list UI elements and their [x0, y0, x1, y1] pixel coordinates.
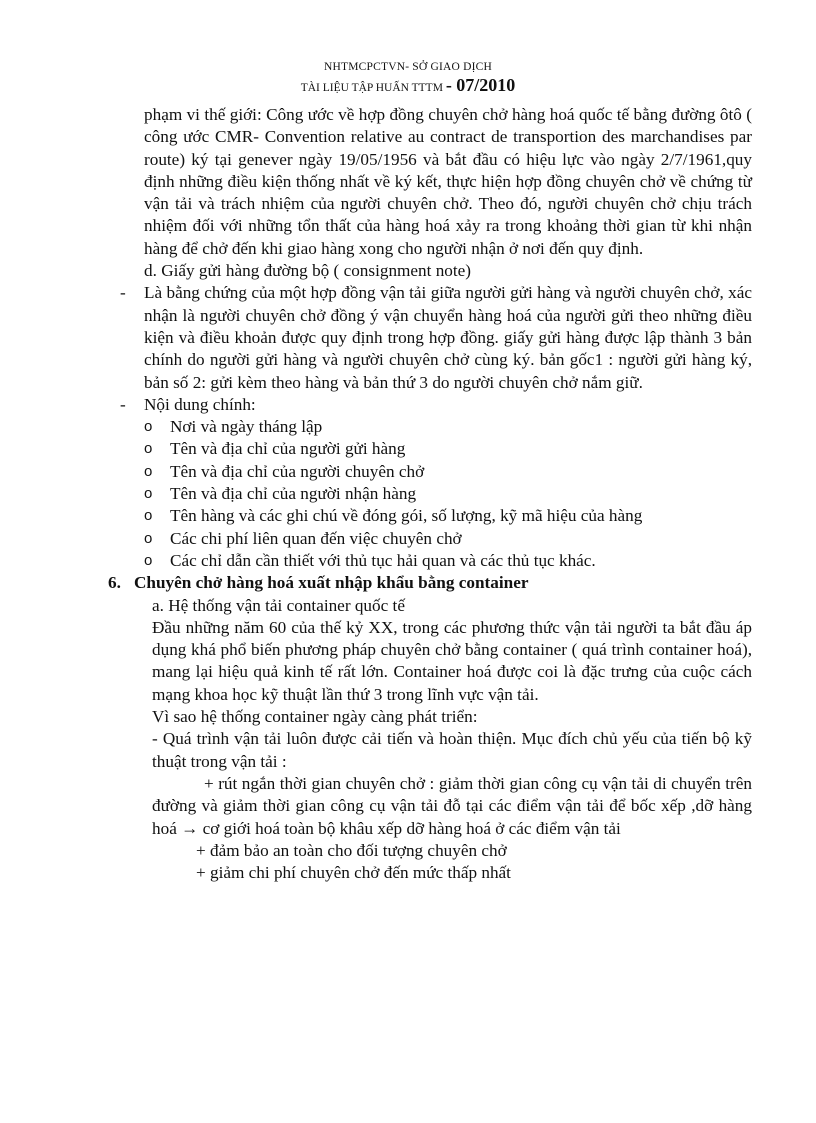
list-item: o Tên và địa chỉ của người nhận hàng: [108, 483, 752, 505]
content-heading: Nội dung chính:: [144, 394, 256, 414]
header-title-line: [0, 74, 816, 97]
document-body: [108, 104, 752, 884]
dash-paragraph: - Quá trình vận tải luôn được cải tiến và hoàn thiện. Mục đích chủ yếu của tiến bộ kỹ thuật trong vận tải :: [152, 729, 752, 771]
dash-bullet: -: [120, 283, 126, 303]
content-list: [108, 416, 752, 572]
subsection-d-heading: d. Giấy gửi hàng đường bộ ( consignment note): [144, 261, 472, 281]
header-organization: NHTMCPCTVN- SỞ GIAO DỊCH: [323, 61, 493, 73]
circle-bullet-icon: o: [144, 529, 153, 547]
plus-item-2: + đảm bảo an toàn cho đối tượng chuyên chở: [196, 840, 507, 860]
circle-bullet-icon: o: [144, 485, 153, 503]
circle-bullet-icon: o: [144, 551, 153, 569]
circle-bullet-icon: o: [144, 507, 153, 525]
section-6-heading: [108, 572, 752, 594]
subsection-a-heading: a. Hệ thống vận tải container quốc tế: [152, 595, 405, 615]
header-date: - 07/2010: [445, 75, 516, 96]
circle-bullet-icon: o: [144, 462, 153, 480]
list-item: o Nơi và ngày tháng lập: [108, 416, 752, 438]
content-heading-item: [108, 394, 752, 416]
circle-bullet-icon: o: [144, 418, 153, 436]
list-item: o Các chi phí liên quan đến việc chuyên chở: [108, 528, 752, 550]
definition-text: Là bằng chứng của một hợp đồng vận tải giữa người gửi hàng và người chuyên chở, xác nhận là người chuyên chở đồng ý vận chuyển hàng hoá của người gửi theo những điều kiện và điều khoản được quy định trong hợp đồng. giấy gửi hàng được lập thành 3 bản chính do người gửi hàng và người chuyên chở cùng ký. bản gốc1 : người gửi hàng ký, bản số 2: gửi kèm theo hàng và bản thứ 3 do người chuyên chở nắm giữ.: [144, 283, 752, 392]
list-item: o Tên và địa chỉ của người gửi hàng: [108, 438, 752, 460]
list-item: o Tên hàng và các ghi chú về đóng gói, số lượng, kỹ mã hiệu của hàng: [108, 505, 752, 527]
dash-bullet: -: [120, 394, 126, 414]
circle-bullet-icon: o: [144, 440, 153, 458]
container-paragraph: Đầu những năm 60 của thế kỷ XX, trong các phương thức vận tải người ta bắt đầu áp dụng khá phổ biến phương pháp chuyên chở bằng container ( quá trình container hoá), mang lại hiệu quả kinh tế rất lớn. Container hoá được coi là đặc trưng của cuộc cách mạng khoa học kỹ thuật lần thứ 3 trong lĩnh vực vận tải.: [152, 617, 752, 704]
page-header: [0, 60, 816, 97]
question-line: Vì sao hệ thống container ngày càng phát triển:: [152, 707, 478, 727]
intro-paragraph: phạm vi thế giới: Công ước về hợp đồng chuyên chở hàng hoá quốc tế bằng đường ôtô ( công ước CMR- Convention relative au contract de transportion des marchandises par route) ký tại genever ngày 19/05/1956 và bắt đầu có hiệu lực vào ngày 2/7/1961,quy định những điều kiện thống nhất về ký kết, thực hiện hợp đồng chuyên chở về chứng từ vận tải và trách nhiệm của người chuyên chở. Theo đó, người chuyên chở chịu trách nhiệm đối với những tổn thất của hàng hoá xảy ra trong khoảng thời gian từ khi nhận hàng để chở đến khi giao hàng xong cho người nhận ở nơi đến quy định.: [144, 105, 752, 258]
section-number: 6.: [108, 573, 121, 593]
plus-item-1: + rút ngắn thời gian chuyên chở : giảm thời gian công cụ vận tải di chuyển trên đường và giảm thời gian công cụ vận tải đỗ tại các điểm vận tải để bốc xếp ,dỡ hàng hoá → cơ giới hoá toàn bộ khâu xếp dỡ hàng hoá ở các điểm vận tải: [152, 773, 752, 838]
list-item: o Tên và địa chỉ của người chuyên chở: [108, 461, 752, 483]
header-document-title: TÀI LIỆU TẬP HUẤN TTTM: [300, 82, 443, 95]
plus-item-3: + giảm chi phí chuyên chở đến mức thấp nhất: [196, 863, 511, 883]
definition-item: [108, 282, 752, 393]
list-item: o Các chỉ dẫn cần thiết với thủ tục hải quan và các thủ tục khác.: [108, 550, 752, 572]
section-title: Chuyên chở hàng hoá xuất nhập khẩu bằng container: [134, 573, 529, 593]
